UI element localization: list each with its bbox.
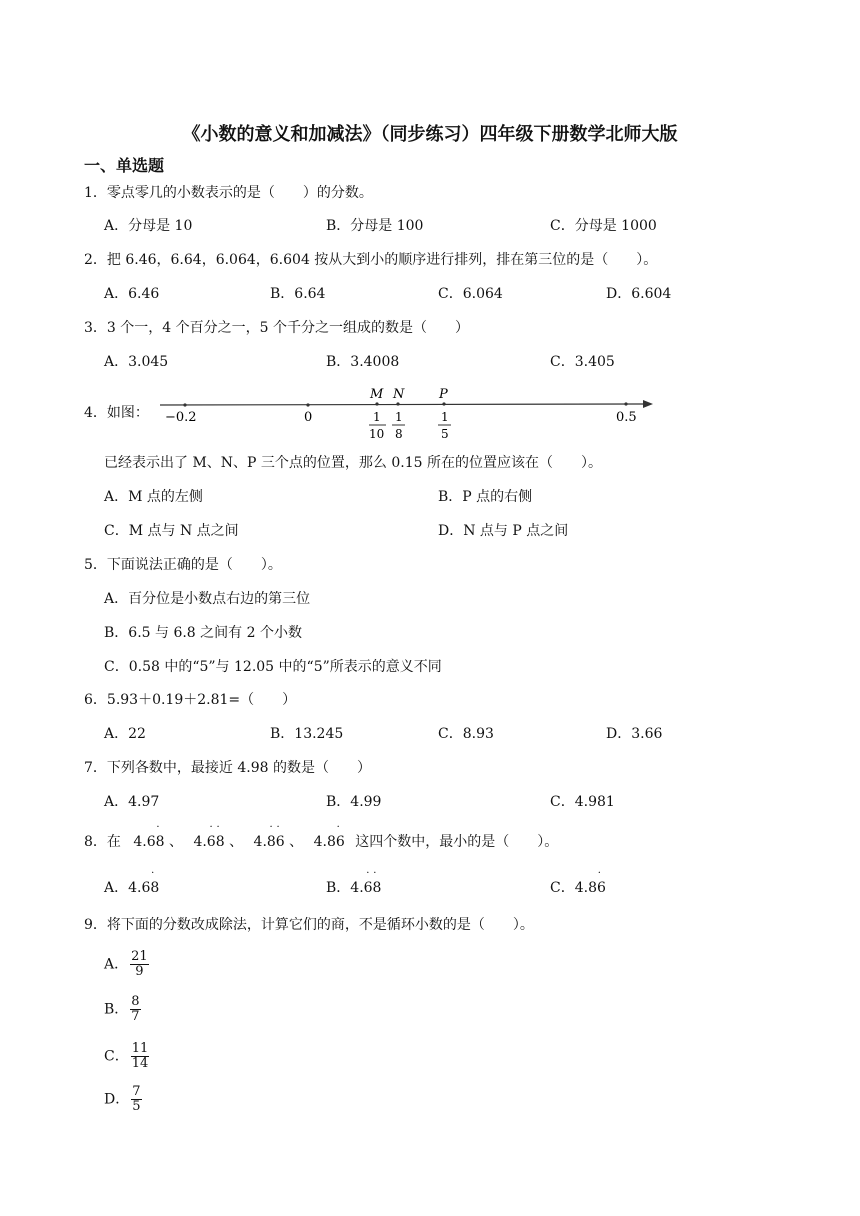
question-7-stem: 7．下列各数中，最接近 4.98 的数是（ ） [84, 760, 371, 776]
numberline-label-zero: 0 [304, 410, 313, 425]
numberline-label-end: 0.5 [616, 410, 637, 425]
q8-number-4-text: 4.86 [313, 834, 345, 850]
q2-option-d[interactable]: D．6.604 [606, 286, 672, 302]
q7-option-a[interactable]: A．4.97 [104, 794, 160, 810]
q5-option-a[interactable]: A．百分位是小数点右边的第三位 [104, 591, 311, 607]
q8-option-a-number [128, 868, 160, 898]
q8-number-1-text: 4.68 [133, 834, 165, 850]
repeat-dot: · [597, 868, 601, 879]
repeat-dot: · [276, 822, 280, 833]
q9-option-c[interactable] [104, 1042, 149, 1071]
q8-option-a-text: 4.68 [128, 880, 160, 896]
q1-option-a[interactable]: A．分母是 10 [104, 218, 193, 234]
point-n-label: N [393, 387, 405, 402]
q5-option-c[interactable]: C．0.58 中的“5”与 12.05 中的“5”所表示的意义不同 [104, 659, 442, 675]
q8-separator: 、 [229, 834, 244, 850]
q9-option-b[interactable] [104, 995, 141, 1024]
p-fraction-den: 5 [441, 427, 449, 441]
q6-option-d[interactable]: D．3.66 [606, 726, 663, 742]
q2-option-c[interactable]: C．6.064 [438, 286, 503, 302]
q8-option-c-label: C． [550, 880, 575, 896]
q9-option-a-fraction [130, 950, 149, 979]
question-4-lead: 4．如图： [84, 405, 149, 421]
fraction-numerator: 21 [131, 949, 148, 964]
q8-separator: 、 [289, 834, 304, 850]
q4-option-d[interactable]: D．N 点与 P 点之间 [438, 523, 569, 539]
question-6-stem: 6．5.93＋0.19＋2.81=（ ） [84, 692, 297, 708]
q8-option-a-label: A． [104, 880, 129, 896]
q8-number-4 [313, 822, 345, 852]
fraction-denominator: 9 [135, 964, 144, 979]
q8-tail: 这四个数中，最小的是（ ）。 [355, 834, 559, 850]
q8-separator: 、 [169, 834, 183, 850]
section-heading: 一、单选题 [84, 156, 165, 175]
q9-option-b-label: B． [104, 1001, 129, 1018]
q9-option-c-fraction [131, 1042, 150, 1071]
q8-option-c[interactable] [550, 868, 606, 898]
question-3-stem: 3．3 个一，4 个百分之一，5 个千分之一组成的数是（ ） [84, 320, 469, 336]
repeat-dot: · [366, 868, 370, 879]
fraction-numerator: 8 [131, 994, 140, 1009]
q1-option-c[interactable]: C．分母是 1000 [550, 218, 657, 234]
q8-number-2 [193, 822, 225, 852]
question-1-stem: 1．零点零几的小数表示的是（ ）的分数。 [84, 185, 373, 201]
q7-option-c[interactable]: C．4.981 [550, 794, 615, 810]
q8-lead: 8．在 [84, 834, 121, 850]
q3-option-c[interactable]: C．3.405 [550, 354, 615, 370]
n-fraction-num: 1 [395, 410, 403, 424]
q9-option-b-fraction [130, 995, 140, 1024]
q8-option-a[interactable] [104, 868, 160, 898]
fraction-denominator: 5 [132, 1099, 141, 1114]
repeat-dot: · [373, 868, 377, 879]
q5-option-b[interactable]: B．6.5 与 6.8 之间有 2 个小数 [104, 625, 302, 641]
q6-option-b[interactable]: B．13.245 [270, 726, 344, 742]
number-line-figure [155, 383, 655, 443]
q9-option-a-label: A． [104, 956, 129, 973]
q1-option-b[interactable]: B．分母是 100 [326, 218, 424, 234]
page-title: 《小数的意义和加减法》（同步练习）四年级下册数学北师大版 [182, 124, 678, 145]
m-fraction-den: 10 [369, 427, 385, 441]
q8-number-2-text: 4.68 [193, 834, 225, 850]
repeat-dot: · [209, 822, 213, 833]
q8-option-c-number [574, 868, 606, 898]
q7-option-b[interactable]: B．4.99 [326, 794, 382, 810]
question-9-stem: 9．将下面的分数改成除法，计算它们的商，不是循环小数的是（ ）。 [84, 917, 534, 933]
q8-number-3 [253, 822, 285, 852]
repeat-dot: · [269, 822, 273, 833]
repeat-dot: · [151, 868, 155, 879]
q8-option-b-label: B． [326, 880, 351, 896]
question-2-stem: 2．把 6.46，6.64，6.064，6.604 按从大到小的顺序进行排列，排在第三位的是（ ）。 [84, 252, 658, 268]
fraction-numerator: 11 [131, 1041, 149, 1056]
q3-option-a[interactable]: A．3.045 [104, 354, 169, 370]
q9-option-d[interactable] [104, 1085, 142, 1114]
m-fraction-num: 1 [373, 410, 381, 424]
fraction-denominator: 14 [131, 1056, 149, 1071]
q8-number-1 [133, 822, 165, 852]
q9-option-d-label: D． [104, 1091, 130, 1108]
repeat-dot: · [336, 822, 340, 833]
q2-option-a[interactable]: A．6.46 [104, 286, 160, 302]
repeat-dot: · [216, 822, 220, 833]
n-fraction-den: 8 [395, 427, 403, 441]
question-4-stem: 已经表示出了 M、N、P 三个点的位置，那么 0.15 所在的位置应该在（ ）。 [104, 455, 602, 471]
fraction-numerator: 7 [132, 1084, 141, 1099]
fraction-denominator: 7 [131, 1009, 140, 1024]
q4-option-a[interactable]: A．M 点的左侧 [104, 489, 203, 505]
q9-option-a[interactable] [104, 950, 149, 979]
q2-option-b[interactable]: B．6.64 [270, 286, 326, 302]
question-5-stem: 5．下面说法正确的是（ ）。 [84, 557, 282, 573]
point-p-label: P [439, 387, 448, 402]
q9-option-c-label: C． [104, 1048, 129, 1065]
q8-number-3-text: 4.86 [253, 834, 285, 850]
q3-option-b[interactable]: B．3.4008 [326, 354, 400, 370]
question-8-stem [84, 822, 559, 852]
q8-option-b[interactable] [326, 868, 382, 898]
q6-option-c[interactable]: C．8.93 [438, 726, 494, 742]
point-m-label: M [370, 387, 384, 402]
numberline-label-minus: −0.2 [165, 410, 197, 425]
q8-option-b-number [350, 868, 382, 898]
q6-option-a[interactable]: A．22 [104, 726, 146, 742]
q4-option-c[interactable]: C．M 点与 N 点之间 [104, 523, 239, 539]
q9-option-d-fraction [131, 1085, 141, 1114]
q4-option-b[interactable]: B．P 点的右侧 [438, 489, 533, 505]
q8-option-b-text: 4.68 [350, 880, 382, 896]
repeat-dot: · [156, 822, 160, 833]
q8-option-c-text: 4.86 [574, 880, 606, 896]
p-fraction-num: 1 [441, 410, 449, 424]
